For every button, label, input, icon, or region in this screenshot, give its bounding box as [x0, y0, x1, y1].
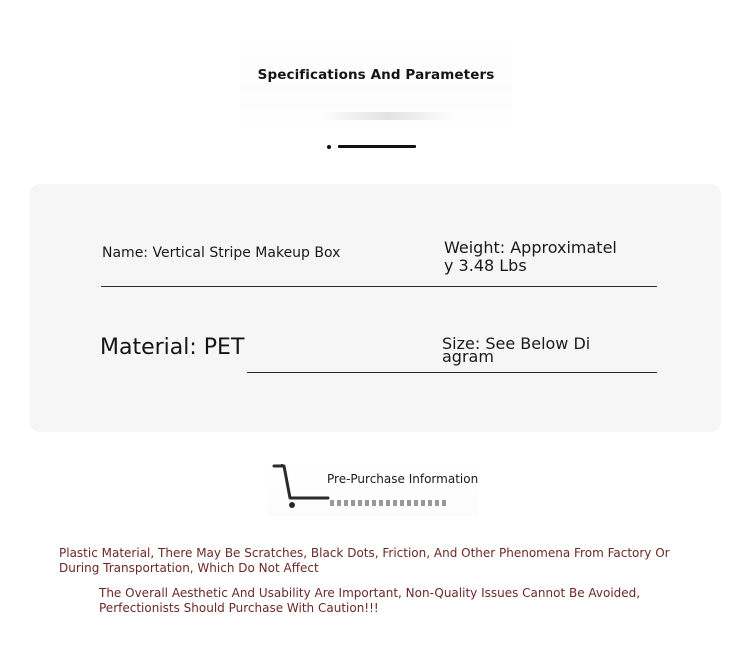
notice-note: Plastic Material, There May Be Scratches, Black Dots, Friction, And Other Phenomena From Factory Or During Transportation, Which Do Not Affect	[59, 546, 670, 575]
notice-title: Pre-Purchase Information	[327, 472, 479, 486]
page-title: Specifications And Parameters	[257, 67, 495, 83]
title-underline	[338, 145, 416, 148]
spec-size: Size: See Below Diagram	[442, 334, 591, 366]
divider	[101, 286, 657, 287]
spec-name: Name: Vertical Stripe Makeup Box	[102, 245, 341, 261]
section-header	[240, 34, 512, 126]
shopping-cart-icon	[270, 460, 330, 512]
divider	[247, 372, 657, 373]
spec-material: Material: PET	[100, 335, 245, 360]
title-dot	[327, 145, 331, 149]
spec-weight: Weight: Approximately 3.48 Lbs	[444, 238, 617, 275]
pre-purchase-banner	[268, 458, 478, 516]
notice-note: The Overall Aesthetic And Usability Are Important, Non-Quality Issues Cannot Be Avoided, Perfectionists Should Purchase With Caution!!!	[99, 586, 641, 615]
spec-panel	[30, 184, 721, 432]
decorative-subtitle	[330, 500, 448, 506]
decorative-subtitle	[320, 112, 455, 120]
